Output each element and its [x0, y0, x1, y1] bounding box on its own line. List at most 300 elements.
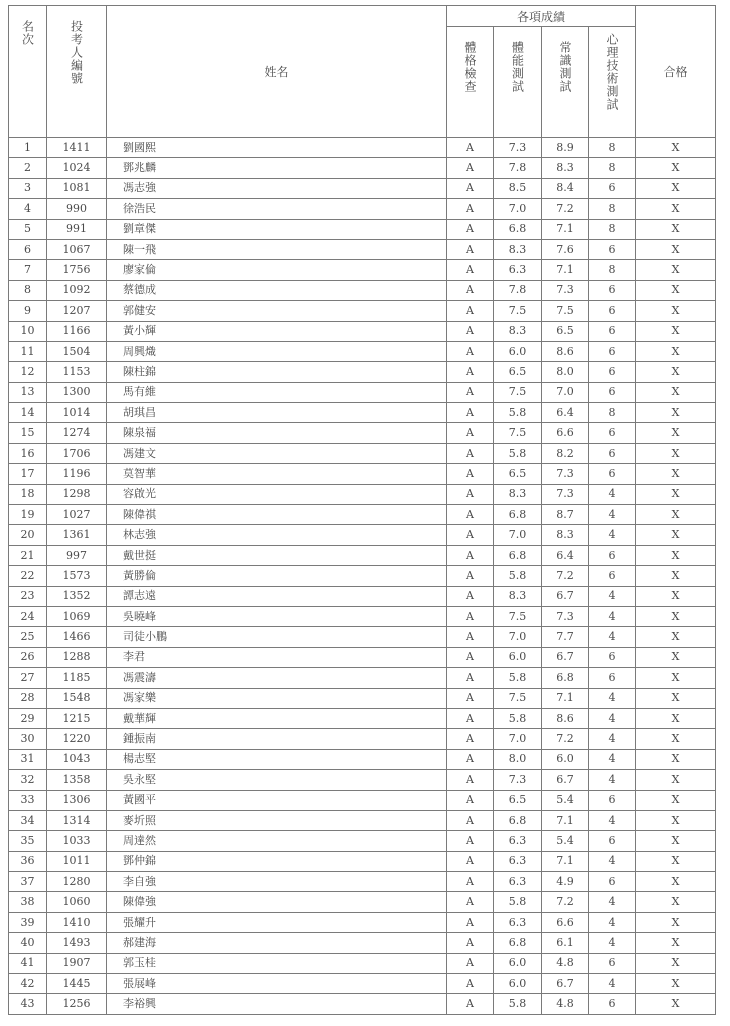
header-scores-group: 各項成績	[447, 6, 636, 27]
cell-pass: X	[636, 362, 716, 382]
cell-candidate-no: 1092	[47, 280, 107, 300]
header-fitness-test	[494, 27, 542, 138]
table-row	[9, 729, 716, 749]
cell-physical-check: A	[447, 301, 494, 321]
cell-pass: X	[636, 239, 716, 259]
cell-rank: 23	[9, 586, 47, 606]
cell-pass: X	[636, 403, 716, 423]
cell-psych-test: 6	[589, 566, 636, 586]
cell-pass: X	[636, 505, 716, 525]
cell-knowledge-test: 6.0	[542, 749, 589, 769]
cell-pass: X	[636, 974, 716, 994]
cell-knowledge-test: 8.7	[542, 505, 589, 525]
cell-pass: X	[636, 382, 716, 402]
cell-fitness-test: 7.5	[494, 423, 542, 443]
cell-candidate-no: 1069	[47, 606, 107, 626]
cell-pass: X	[636, 423, 716, 443]
table-row	[9, 994, 716, 1014]
cell-knowledge-test: 7.6	[542, 239, 589, 259]
cell-physical-check: A	[447, 239, 494, 259]
cell-pass: X	[636, 851, 716, 871]
cell-knowledge-test: 6.4	[542, 403, 589, 423]
cell-candidate-no: 1573	[47, 566, 107, 586]
cell-rank: 32	[9, 770, 47, 790]
header-name: 姓名	[107, 6, 447, 138]
cell-knowledge-test: 6.4	[542, 545, 589, 565]
table-row	[9, 321, 716, 341]
cell-fitness-test: 8.3	[494, 239, 542, 259]
cell-fitness-test: 6.8	[494, 810, 542, 830]
cell-knowledge-test: 8.6	[542, 341, 589, 361]
cell-knowledge-test: 6.7	[542, 586, 589, 606]
header-physical-check-label: 體格檢查	[463, 41, 477, 93]
cell-physical-check: A	[447, 199, 494, 219]
cell-psych-test: 4	[589, 933, 636, 953]
cell-name: 陳偉強	[107, 892, 447, 912]
cell-physical-check: A	[447, 586, 494, 606]
cell-pass: X	[636, 994, 716, 1014]
cell-name: 李君	[107, 647, 447, 667]
cell-fitness-test: 8.3	[494, 586, 542, 606]
cell-knowledge-test: 4.9	[542, 872, 589, 892]
cell-psych-test: 6	[589, 464, 636, 484]
cell-rank: 21	[9, 545, 47, 565]
table-row	[9, 464, 716, 484]
table-row	[9, 301, 716, 321]
cell-physical-check: A	[447, 362, 494, 382]
cell-name: 譚志遠	[107, 586, 447, 606]
cell-knowledge-test: 5.4	[542, 831, 589, 851]
cell-psych-test: 6	[589, 647, 636, 667]
cell-candidate-no: 1274	[47, 423, 107, 443]
cell-physical-check: A	[447, 321, 494, 341]
cell-physical-check: A	[447, 668, 494, 688]
cell-pass: X	[636, 647, 716, 667]
cell-pass: X	[636, 912, 716, 932]
cell-physical-check: A	[447, 280, 494, 300]
cell-fitness-test: 6.0	[494, 341, 542, 361]
cell-psych-test: 6	[589, 443, 636, 463]
cell-pass: X	[636, 770, 716, 790]
cell-name: 馬有維	[107, 382, 447, 402]
cell-rank: 3	[9, 178, 47, 198]
table-row	[9, 362, 716, 382]
cell-psych-test: 6	[589, 178, 636, 198]
cell-fitness-test: 6.8	[494, 545, 542, 565]
cell-rank: 8	[9, 280, 47, 300]
cell-psych-test: 4	[589, 729, 636, 749]
cell-psych-test: 4	[589, 912, 636, 932]
table-row	[9, 912, 716, 932]
cell-knowledge-test: 8.4	[542, 178, 589, 198]
cell-psych-test: 6	[589, 280, 636, 300]
header-candidate-no-label: 投考人編號	[69, 20, 84, 85]
cell-candidate-no: 1011	[47, 851, 107, 871]
cell-psych-test: 4	[589, 525, 636, 545]
cell-knowledge-test: 7.1	[542, 810, 589, 830]
cell-psych-test: 4	[589, 810, 636, 830]
cell-candidate-no: 1410	[47, 912, 107, 932]
cell-fitness-test: 7.5	[494, 688, 542, 708]
cell-fitness-test: 7.5	[494, 301, 542, 321]
cell-candidate-no: 1288	[47, 647, 107, 667]
table-row	[9, 606, 716, 626]
cell-physical-check: A	[447, 525, 494, 545]
cell-candidate-no: 1215	[47, 708, 107, 728]
table-row	[9, 851, 716, 871]
cell-candidate-no: 1280	[47, 872, 107, 892]
cell-rank: 37	[9, 872, 47, 892]
cell-pass: X	[636, 341, 716, 361]
cell-name: 馮建文	[107, 443, 447, 463]
cell-name: 李自強	[107, 872, 447, 892]
table-row	[9, 831, 716, 851]
cell-rank: 24	[9, 606, 47, 626]
cell-knowledge-test: 8.9	[542, 138, 589, 158]
table-row	[9, 423, 716, 443]
cell-knowledge-test: 8.6	[542, 708, 589, 728]
cell-knowledge-test: 7.2	[542, 199, 589, 219]
cell-rank: 12	[9, 362, 47, 382]
table-row	[9, 933, 716, 953]
header-psych-test-label: 心理技術測試	[605, 33, 619, 111]
cell-pass: X	[636, 872, 716, 892]
cell-rank: 31	[9, 749, 47, 769]
cell-fitness-test: 6.5	[494, 362, 542, 382]
cell-rank: 5	[9, 219, 47, 239]
cell-candidate-no: 1907	[47, 953, 107, 973]
cell-name: 黃國平	[107, 790, 447, 810]
cell-fitness-test: 6.3	[494, 912, 542, 932]
table-row	[9, 158, 716, 178]
table-row	[9, 138, 716, 158]
cell-psych-test: 6	[589, 301, 636, 321]
cell-fitness-test: 6.0	[494, 974, 542, 994]
cell-candidate-no: 1185	[47, 668, 107, 688]
cell-rank: 41	[9, 953, 47, 973]
cell-pass: X	[636, 729, 716, 749]
cell-candidate-no: 1220	[47, 729, 107, 749]
cell-physical-check: A	[447, 464, 494, 484]
cell-pass: X	[636, 668, 716, 688]
cell-psych-test: 4	[589, 627, 636, 647]
table-row	[9, 199, 716, 219]
cell-physical-check: A	[447, 260, 494, 280]
cell-pass: X	[636, 301, 716, 321]
cell-physical-check: A	[447, 178, 494, 198]
cell-name: 郭玉桂	[107, 953, 447, 973]
cell-fitness-test: 5.8	[494, 892, 542, 912]
cell-psych-test: 4	[589, 749, 636, 769]
cell-physical-check: A	[447, 484, 494, 504]
cell-name: 馮震濤	[107, 668, 447, 688]
table-row	[9, 403, 716, 423]
cell-knowledge-test: 7.1	[542, 260, 589, 280]
cell-rank: 18	[9, 484, 47, 504]
cell-pass: X	[636, 892, 716, 912]
cell-pass: X	[636, 606, 716, 626]
cell-pass: X	[636, 219, 716, 239]
cell-candidate-no: 991	[47, 219, 107, 239]
cell-psych-test: 6	[589, 872, 636, 892]
cell-pass: X	[636, 566, 716, 586]
cell-knowledge-test: 8.3	[542, 525, 589, 545]
cell-name: 戴華輝	[107, 708, 447, 728]
cell-fitness-test: 7.8	[494, 158, 542, 178]
cell-psych-test: 4	[589, 892, 636, 912]
cell-psych-test: 6	[589, 382, 636, 402]
cell-knowledge-test: 7.3	[542, 606, 589, 626]
cell-physical-check: A	[447, 138, 494, 158]
results-table	[8, 5, 716, 1015]
table-row	[9, 219, 716, 239]
cell-physical-check: A	[447, 831, 494, 851]
cell-candidate-no: 1033	[47, 831, 107, 851]
cell-physical-check: A	[447, 810, 494, 830]
cell-knowledge-test: 6.7	[542, 974, 589, 994]
cell-candidate-no: 1706	[47, 443, 107, 463]
cell-psych-test: 6	[589, 321, 636, 341]
cell-knowledge-test: 7.0	[542, 382, 589, 402]
cell-fitness-test: 8.3	[494, 484, 542, 504]
cell-candidate-no: 1256	[47, 994, 107, 1014]
header-pass: 合格	[636, 6, 716, 138]
cell-rank: 40	[9, 933, 47, 953]
cell-psych-test: 8	[589, 158, 636, 178]
cell-candidate-no: 1504	[47, 341, 107, 361]
table-row	[9, 382, 716, 402]
cell-psych-test: 6	[589, 790, 636, 810]
header-rank	[9, 6, 47, 138]
cell-psych-test: 4	[589, 974, 636, 994]
cell-knowledge-test: 8.2	[542, 443, 589, 463]
cell-pass: X	[636, 586, 716, 606]
cell-candidate-no: 1352	[47, 586, 107, 606]
cell-pass: X	[636, 280, 716, 300]
cell-rank: 15	[9, 423, 47, 443]
cell-candidate-no: 1207	[47, 301, 107, 321]
cell-psych-test: 8	[589, 199, 636, 219]
table-row	[9, 627, 716, 647]
cell-candidate-no: 1548	[47, 688, 107, 708]
cell-name: 陳偉祺	[107, 505, 447, 525]
cell-name: 容啟光	[107, 484, 447, 504]
cell-psych-test: 4	[589, 688, 636, 708]
cell-candidate-no: 1358	[47, 770, 107, 790]
table-row	[9, 260, 716, 280]
cell-psych-test: 6	[589, 953, 636, 973]
table-row	[9, 953, 716, 973]
cell-pass: X	[636, 831, 716, 851]
cell-rank: 27	[9, 668, 47, 688]
cell-knowledge-test: 7.3	[542, 484, 589, 504]
cell-knowledge-test: 8.0	[542, 362, 589, 382]
cell-fitness-test: 8.5	[494, 178, 542, 198]
cell-fitness-test: 6.3	[494, 260, 542, 280]
cell-knowledge-test: 6.6	[542, 423, 589, 443]
cell-fitness-test: 6.3	[494, 872, 542, 892]
cell-knowledge-test: 7.1	[542, 219, 589, 239]
cell-knowledge-test: 7.5	[542, 301, 589, 321]
header-knowledge-test-label: 常識測試	[558, 41, 572, 93]
cell-knowledge-test: 7.2	[542, 566, 589, 586]
cell-physical-check: A	[447, 851, 494, 871]
table-row	[9, 668, 716, 688]
cell-name: 莫智華	[107, 464, 447, 484]
cell-name: 馮家樂	[107, 688, 447, 708]
cell-physical-check: A	[447, 933, 494, 953]
cell-fitness-test: 8.0	[494, 749, 542, 769]
cell-pass: X	[636, 545, 716, 565]
cell-name: 林志強	[107, 525, 447, 545]
header-psych-test	[589, 27, 636, 138]
cell-rank: 19	[9, 505, 47, 525]
cell-fitness-test: 7.3	[494, 770, 542, 790]
cell-name: 戴世挺	[107, 545, 447, 565]
cell-physical-check: A	[447, 382, 494, 402]
cell-name: 周興熾	[107, 341, 447, 361]
cell-physical-check: A	[447, 749, 494, 769]
cell-name: 陳一飛	[107, 239, 447, 259]
cell-rank: 2	[9, 158, 47, 178]
cell-rank: 33	[9, 790, 47, 810]
cell-candidate-no: 1445	[47, 974, 107, 994]
cell-fitness-test: 6.8	[494, 505, 542, 525]
table-row	[9, 790, 716, 810]
cell-name: 郝建海	[107, 933, 447, 953]
cell-name: 胡琪昌	[107, 403, 447, 423]
cell-psych-test: 4	[589, 505, 636, 525]
cell-physical-check: A	[447, 341, 494, 361]
cell-knowledge-test: 7.2	[542, 892, 589, 912]
cell-candidate-no: 1024	[47, 158, 107, 178]
header-candidate-no	[47, 6, 107, 138]
cell-name: 陳泉福	[107, 423, 447, 443]
cell-candidate-no: 1361	[47, 525, 107, 545]
cell-psych-test: 6	[589, 423, 636, 443]
cell-psych-test: 6	[589, 668, 636, 688]
cell-name: 蔡德成	[107, 280, 447, 300]
cell-rank: 43	[9, 994, 47, 1014]
cell-rank: 1	[9, 138, 47, 158]
cell-pass: X	[636, 688, 716, 708]
table-row	[9, 892, 716, 912]
table-row	[9, 341, 716, 361]
cell-pass: X	[636, 810, 716, 830]
cell-rank: 6	[9, 239, 47, 259]
cell-psych-test: 8	[589, 403, 636, 423]
cell-rank: 13	[9, 382, 47, 402]
cell-rank: 14	[9, 403, 47, 423]
table-row	[9, 484, 716, 504]
cell-name: 楊志堅	[107, 749, 447, 769]
cell-rank: 17	[9, 464, 47, 484]
cell-physical-check: A	[447, 912, 494, 932]
cell-candidate-no: 1314	[47, 810, 107, 830]
table-row	[9, 443, 716, 463]
results-sheet	[8, 5, 715, 1015]
cell-rank: 20	[9, 525, 47, 545]
cell-knowledge-test: 5.4	[542, 790, 589, 810]
cell-candidate-no: 997	[47, 545, 107, 565]
cell-psych-test: 4	[589, 586, 636, 606]
cell-physical-check: A	[447, 219, 494, 239]
cell-fitness-test: 5.8	[494, 994, 542, 1014]
header-knowledge-test	[542, 27, 589, 138]
table-header	[9, 6, 716, 138]
cell-candidate-no: 1027	[47, 505, 107, 525]
cell-candidate-no: 1014	[47, 403, 107, 423]
cell-fitness-test: 6.5	[494, 464, 542, 484]
cell-rank: 38	[9, 892, 47, 912]
cell-physical-check: A	[447, 729, 494, 749]
cell-fitness-test: 8.3	[494, 321, 542, 341]
cell-name: 張展峰	[107, 974, 447, 994]
cell-name: 廖家倫	[107, 260, 447, 280]
cell-pass: X	[636, 933, 716, 953]
cell-fitness-test: 7.3	[494, 138, 542, 158]
table-row	[9, 688, 716, 708]
cell-psych-test: 8	[589, 219, 636, 239]
cell-rank: 29	[9, 708, 47, 728]
cell-fitness-test: 5.8	[494, 668, 542, 688]
cell-pass: X	[636, 790, 716, 810]
cell-physical-check: A	[447, 994, 494, 1014]
cell-candidate-no: 1411	[47, 138, 107, 158]
cell-fitness-test: 7.5	[494, 606, 542, 626]
cell-name: 黃小輝	[107, 321, 447, 341]
table-row	[9, 974, 716, 994]
cell-rank: 39	[9, 912, 47, 932]
cell-name: 麥圻照	[107, 810, 447, 830]
cell-fitness-test: 5.8	[494, 566, 542, 586]
cell-psych-test: 4	[589, 484, 636, 504]
cell-physical-check: A	[447, 545, 494, 565]
cell-pass: X	[636, 260, 716, 280]
cell-psych-test: 4	[589, 770, 636, 790]
cell-fitness-test: 5.8	[494, 443, 542, 463]
cell-pass: X	[636, 708, 716, 728]
cell-psych-test: 4	[589, 606, 636, 626]
cell-physical-check: A	[447, 566, 494, 586]
cell-rank: 9	[9, 301, 47, 321]
table-body	[9, 138, 716, 1015]
cell-candidate-no: 1298	[47, 484, 107, 504]
table-row	[9, 178, 716, 198]
cell-name: 李裕興	[107, 994, 447, 1014]
cell-psych-test: 6	[589, 831, 636, 851]
cell-knowledge-test: 6.5	[542, 321, 589, 341]
cell-fitness-test: 5.8	[494, 708, 542, 728]
cell-rank: 30	[9, 729, 47, 749]
cell-fitness-test: 7.8	[494, 280, 542, 300]
cell-psych-test: 6	[589, 994, 636, 1014]
cell-name: 鍾振南	[107, 729, 447, 749]
cell-rank: 36	[9, 851, 47, 871]
cell-pass: X	[636, 321, 716, 341]
cell-rank: 35	[9, 831, 47, 851]
cell-psych-test: 6	[589, 341, 636, 361]
cell-fitness-test: 7.0	[494, 627, 542, 647]
cell-pass: X	[636, 953, 716, 973]
cell-candidate-no: 1196	[47, 464, 107, 484]
cell-fitness-test: 6.5	[494, 790, 542, 810]
cell-physical-check: A	[447, 953, 494, 973]
cell-rank: 4	[9, 199, 47, 219]
cell-knowledge-test: 6.1	[542, 933, 589, 953]
cell-fitness-test: 6.8	[494, 933, 542, 953]
cell-name: 周達然	[107, 831, 447, 851]
